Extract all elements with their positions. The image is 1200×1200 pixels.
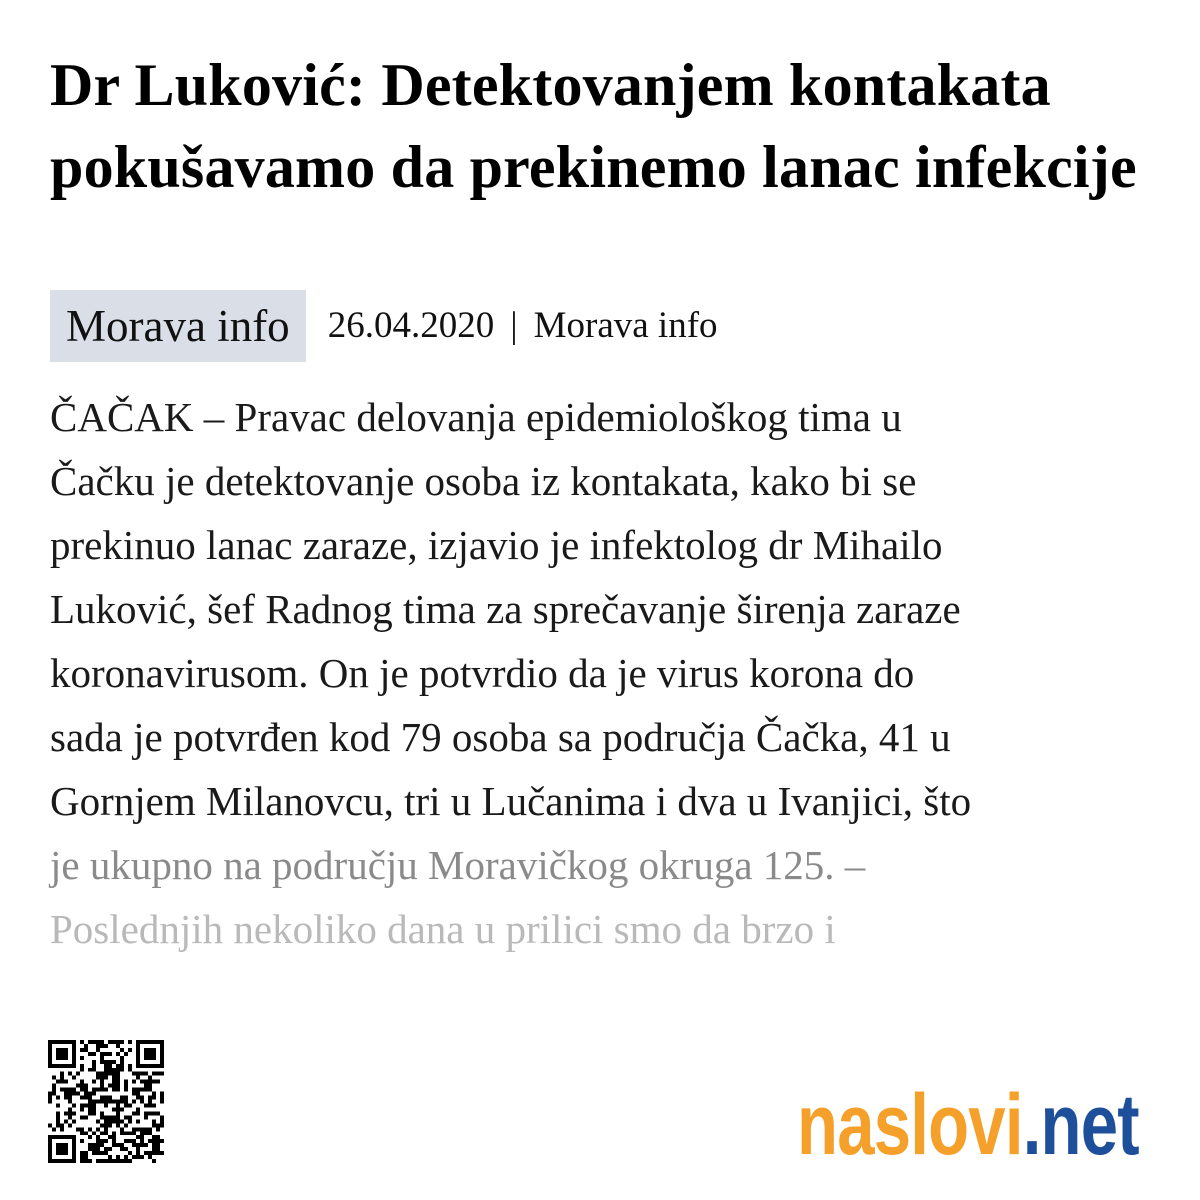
source-tag[interactable]: Morava info <box>50 290 306 362</box>
body-line: koronavirusom. On je potvrdio da je virus korona do <box>50 650 915 696</box>
article-meta <box>50 290 718 362</box>
meta-separator: | <box>510 305 518 346</box>
naslovi-logo[interactable] <box>797 1068 1139 1173</box>
body-line: ČAČAK – Pravac delovanja epidemiološkog tima u <box>50 394 902 440</box>
body-line: prekinuo lanac zaraze, izjavio je infektolog dr Mihailo <box>50 522 943 568</box>
body-line: je ukupno na području Moravičkog okruga 125. – <box>50 842 866 888</box>
article-body <box>50 385 1170 961</box>
logo-text-primary: naslovi <box>797 1077 1023 1173</box>
body-line: Čačku je detektovanje osoba iz kontakata, kako bi se <box>50 458 917 504</box>
article-headline: Dr Luković: Detektovanjem kontakata pokušavamo da prekinemo lanac infekcije <box>50 52 1137 200</box>
body-line: Luković, šef Radnog tima za sprečavanje širenja zaraze <box>50 586 961 632</box>
article-date: 26.04.2020 <box>327 305 495 346</box>
body-line: Gornjem Milanovcu, tri u Lučanima i dva u Ivanjici, što <box>50 778 972 824</box>
article-source: Morava info <box>533 305 718 346</box>
body-line: sada je potvrđen kod 79 osoba sa područja Čačka, 41 u <box>50 714 951 760</box>
logo-text-secondary: .net <box>1022 1077 1139 1173</box>
body-line: Poslednjih nekoliko dana u prilici smo da brzo i <box>50 906 836 952</box>
meta-text <box>328 304 718 347</box>
qr-code-icon[interactable] <box>48 1040 164 1163</box>
